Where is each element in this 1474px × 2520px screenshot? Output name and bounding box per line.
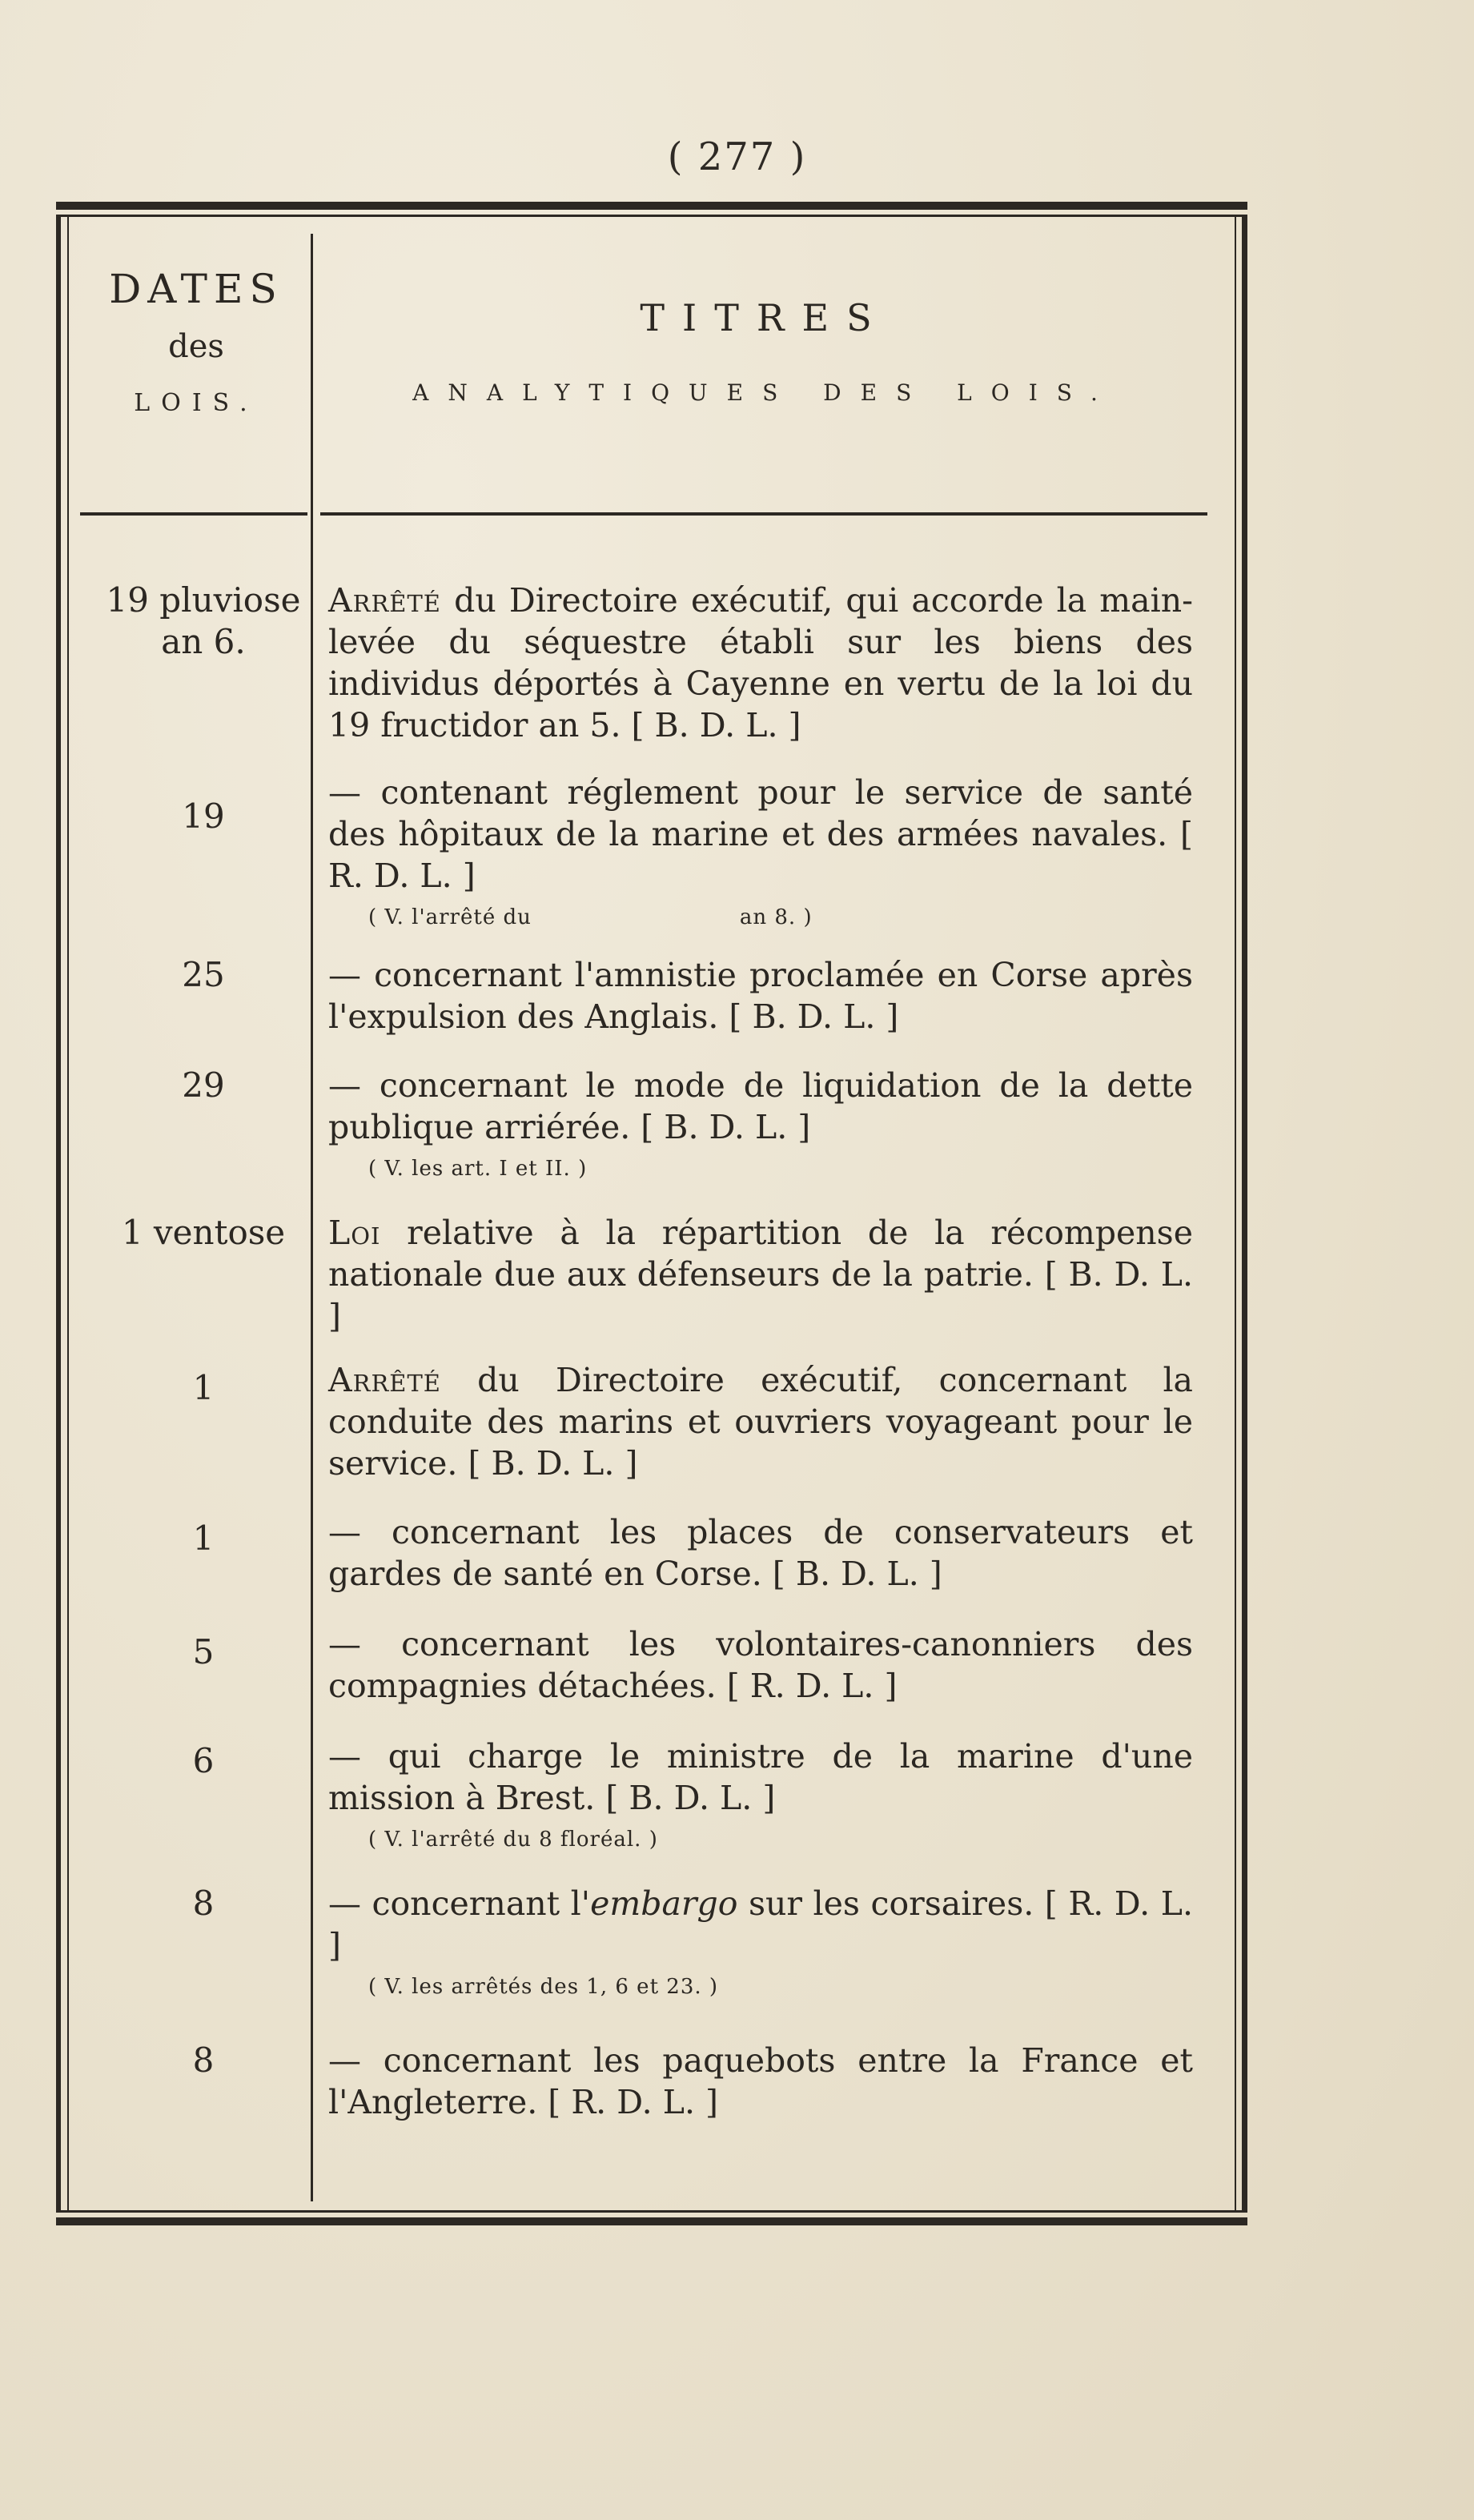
entry-title: [328, 1359, 1193, 1484]
entry-date: 1 ventose: [121, 1213, 286, 1252]
note-part-a: ( V. l'arrêté du: [368, 905, 532, 929]
entry-text: relative à la répartition de la récompense nationale due aux défenseurs de la patrie. [ B. D. L. ]: [328, 1214, 1193, 1335]
entry-title: [328, 1212, 1193, 1337]
top-rule-thin: [56, 215, 1247, 217]
table-frame: [56, 202, 1247, 2225]
entry-title: [328, 580, 1193, 746]
entry-title: [328, 954, 1193, 1037]
entry-date: 1: [192, 1519, 215, 1558]
entry-text: — concernant les volontaires-canonniers des compagnies détachées. [ R. D. L. ]: [328, 1625, 1193, 1705]
titres-heading: TITRES: [640, 296, 890, 339]
entry-text: du Directoire exécutif, concernant la conduite des marins et ouvriers voyageant pour le service. [ B. D. L. ]: [328, 1361, 1193, 1483]
entry-text: du Directoire exécutif, qui accorde la main-levée du séquestre établi sur les biens des individus déportés à Cayenne en vertu de la loi du 19 fructidor an 5. [ B. D. L. ]: [328, 581, 1193, 744]
header-rule-right: [320, 512, 1207, 516]
bottom-rule-thin: [56, 2210, 1247, 2213]
entry-date: 6: [192, 1741, 215, 1780]
entry-note: ( V. l'arrêté du 8 floréal. ): [368, 1828, 658, 1852]
page-number: ( 277 ): [667, 134, 807, 179]
dates-heading-lois: LOIS.: [134, 389, 259, 417]
entry-date: 25: [182, 955, 225, 994]
entry-title: [328, 2040, 1193, 2123]
left-rule-thick: [56, 215, 61, 2213]
entry-text: — concernant les places de conservateurs et gardes de santé en Corse. [ B. D. L. ]: [328, 1513, 1193, 1593]
right-rule-thin: [1235, 215, 1236, 2213]
entry-date: 8: [192, 1884, 215, 1923]
entry-text: — concernant l'amnistie proclamée en Corse après l'expulsion des Anglais. [ B. D. L. ]: [328, 956, 1193, 1036]
entry-title: [328, 1883, 1193, 2000]
titles-column-header: [320, 296, 1209, 406]
entry-text: — concernant les paquebots entre la France et l'Angleterre. [ R. D. L. ]: [328, 2041, 1193, 2121]
entry-date: 19 pluviose an 6.: [106, 580, 301, 661]
titres-subheading: ANALYTIQUES DES LOIS.: [412, 379, 1117, 406]
entry-note: ( V. les arrêtés des 1, 6 et 23. ): [368, 1975, 719, 1999]
entry-title: [328, 1736, 1193, 1852]
bottom-rule-thick: [56, 2217, 1247, 2225]
entry-title: [328, 1065, 1193, 1182]
dates-column-header: [80, 266, 312, 417]
entry-title: [328, 1623, 1193, 1707]
entry-date: 8: [192, 2040, 215, 2080]
entry-date: 29: [182, 1065, 225, 1105]
entry-date: 1: [192, 1368, 215, 1407]
entry-title: [328, 772, 1193, 930]
dates-heading-des: des: [168, 328, 224, 365]
entry-note: [368, 905, 1193, 930]
entry-text-b: sur les corsaires. [ R. D. L. ]: [328, 1884, 1193, 1964]
entry-lead: Loi: [328, 1214, 381, 1252]
entry-date: 5: [192, 1632, 215, 1671]
entry-text-a: — concernant l': [328, 1884, 591, 1923]
entry-text: — contenant réglement pour le service de santé des hôpitaux de la marine et des armées navales. [ R. D. L. ]: [328, 773, 1193, 895]
note-part-b: an 8. ): [739, 905, 813, 929]
right-rule-thick: [1242, 215, 1247, 2213]
entry-note: ( V. les art. I et II. ): [368, 1157, 588, 1181]
entry-title: [328, 1511, 1193, 1595]
entry-text: — concernant le mode de liquidation de la dette publique arriérée. [ B. D. L. ]: [328, 1066, 1193, 1146]
left-rule-thin: [67, 215, 69, 2213]
entry-lead: Arrêté: [328, 581, 441, 620]
dates-heading: DATES: [109, 266, 283, 312]
entry-text-emphasis: embargo: [590, 1884, 738, 1923]
header-rule-left: [80, 512, 307, 516]
entry-text: — qui charge le ministre de la marine d'une mission à Brest. [ B. D. L. ]: [328, 1737, 1193, 1817]
top-rule-thick: [56, 202, 1247, 210]
entry-date: 19: [182, 797, 225, 836]
entry-lead: Arrêté: [328, 1361, 441, 1399]
